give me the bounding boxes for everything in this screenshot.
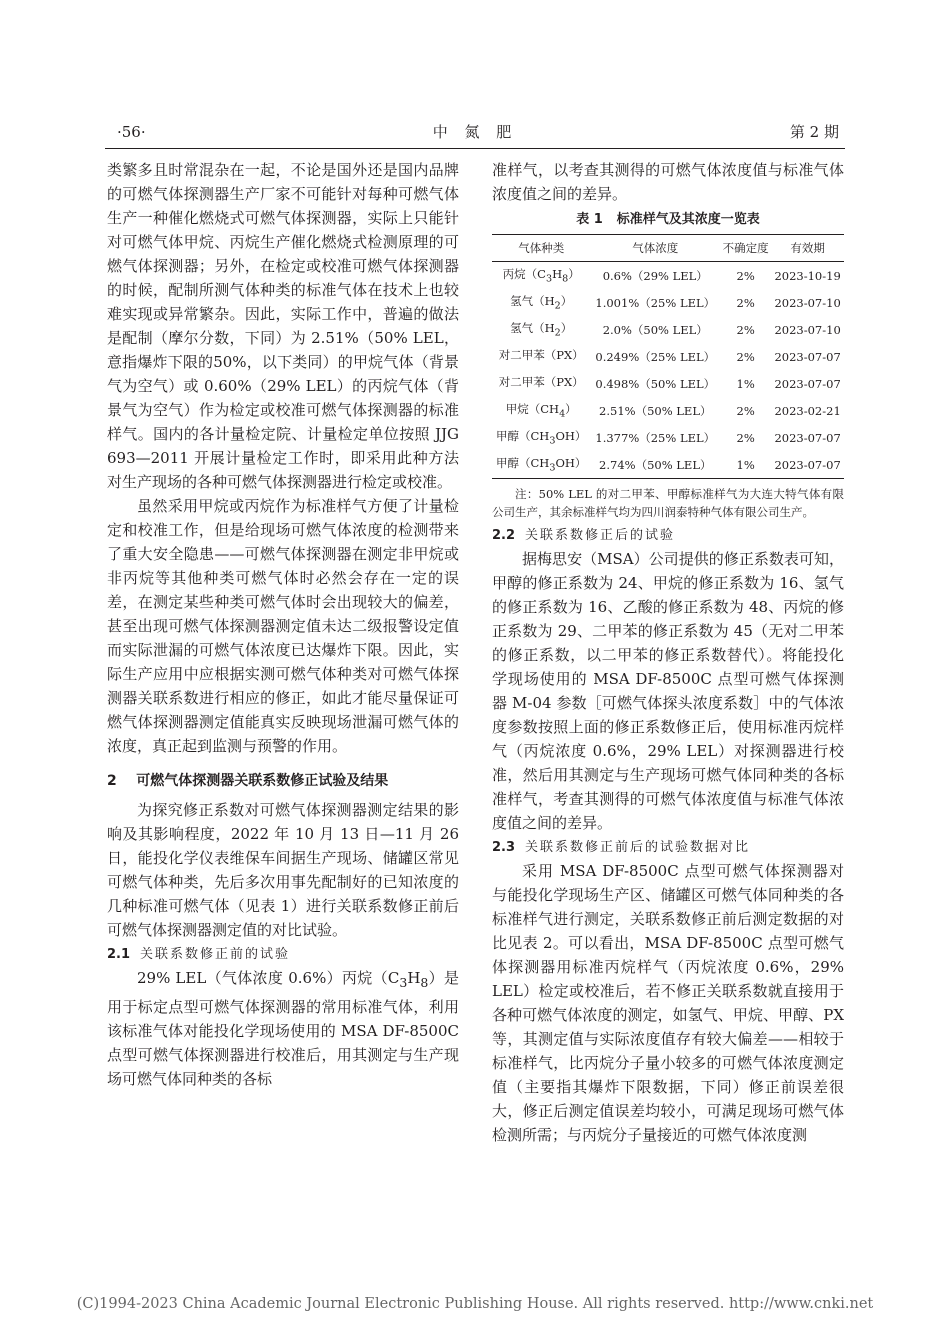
- table-row: [492, 262, 844, 290]
- uncertainty-cell: 1%: [720, 451, 771, 479]
- section-title: 可燃气体探测器关联系数修正试验及结果: [136, 773, 389, 789]
- paragraph: 据梅思安（MSA）公司提供的修正系数表可知，甲醇的修正系数为 24、甲烷的修正系数为 16、氢气的修正系数为 16、乙酸的修正系数为 48、丙烷的修正系数为 29、二甲苯的修正系数为 45（无对二甲苯的修正系数，以二甲苯的修正系数替代）。将能投化学现场使用的 MSA DF-8500C 点型可燃气体探测器 M-04 参数［可燃气体探头浓度系数］中的气体浓度参数按照上面的修正系数修正后，使用标准丙烷样气（丙烷浓度 0.6%，29% LEL）对探测器进行校准，然后用其测定与生产现场可燃气体同种类的各标准样气，考查其测得的可燃气体浓度值与标准气体浓度值之间的差异。: [492, 550, 844, 832]
- table-caption: [492, 210, 844, 230]
- uncertainty-cell: 2%: [736, 430, 755, 445]
- table-title: 标准样气及其浓度一览表: [616, 212, 760, 227]
- table-row: [492, 397, 844, 424]
- table-row: [492, 343, 844, 370]
- gas-type-cell: 甲醇$(CH_3OH)$: [492, 451, 590, 479]
- subsection-title: 关联系数修正前的试验: [140, 947, 291, 962]
- expiry-cell: 2023-07-07: [774, 430, 841, 445]
- paragraph: 类繁多且时常混杂在一起，不论是国外还是国内品牌的可燃气体探测器生产厂家不可能针对每种可燃气体生产一种催化燃烧式可燃气体探测器，实际上只能针对可燃气体甲烷、丙烷生产催化燃烧式检测原理的可燃气体探测器；另外，在检定或校准可燃气体探测器的时候，配制所测气体种类的标准气体在技术上也较难实现或异常繁杂。因此，实际工作中，普遍的做法是配制（摩尔分数，下同）为 2.51%（50% LEL，意指爆炸下限的50%，以下类同）的甲烷气体（背景气为空气）或 0.60%（29% LEL）的丙烷气体（背景气为空气）作为检定或校准可燃气体探测器的标准样气。国内的各计量检定院、计量检定单位按照 JJG 693—2011 开展计量检定工作时，即采用此种方法对生产现场的各种可燃气体探测器进行检定或校准。: [107, 161, 459, 491]
- gas-type-cell: 对二甲苯（PX）: [498, 348, 584, 363]
- running-header: [105, 120, 845, 144]
- gas-type-cell: 甲烷$(CH_4)$: [505, 402, 577, 420]
- subsection-title: 关联系数修正前后的试验数据对比: [525, 840, 751, 855]
- copyright-footer: (C)1994-2023 China Academic Journal Electronic Publishing House. All rights reserved. http://www.cnki.net: [76, 1296, 874, 1312]
- subsection-heading-2-2: [492, 525, 844, 547]
- standard-gas-table: [492, 234, 844, 479]
- column-header: 气体浓度: [590, 235, 720, 262]
- subsection-number: 2.3: [492, 840, 516, 855]
- journal-name: 中 氮 肥: [432, 123, 518, 141]
- gas-type-cell: 甲醇$(CH_3OH)$: [496, 429, 587, 447]
- expiry-cell: 2023-07-07: [774, 376, 841, 391]
- column-header: 有效期: [771, 235, 844, 262]
- subsection-number: 2.2: [492, 528, 516, 543]
- expiry-cell: 2023-07-10: [774, 295, 841, 310]
- subsection-number: 2.1: [107, 947, 131, 962]
- paragraph: 采用 MSA DF-8500C 点型可燃气体探测器对与能投化学现场生产区、储罐区可燃气体同种类的各标准样气进行测定，关联系数修正前后测定数据的对比见表 2。可以看出，MSA DF-8500C 点型可燃气体探测器用标准丙烷样气（丙烷浓度 0.6%，29% LEL）检定或校准后，若不修正关联系数就直接用于各种可燃气体浓度的测定，如氢气、甲烷、甲醇、PX 等，其测定值与实际浓度值存有较大偏差——相较于标准样气，比丙烷分子量小较多的可燃气体浓度测定值（主要指其爆炸下限数据，下同）修正前误差很大，修正后测定值误差均较小，可满足现场可燃气体检测所需；与丙烷分子量接近的可燃气体浓度测: [492, 862, 844, 1144]
- concentration-cell: 0.249%（25% LEL）: [595, 349, 716, 364]
- paragraph: 为探究修正系数对可燃气体探测器测定结果的影响及其影响程度，2022 年 10 月 13 日—11 月 26 日，能投化学仪表维保车间据生产现场、储罐区常见可燃气体种类，先后多次用事先配制好的已知浓度的几种标准可燃气体（见表 1）进行关联系数修正前后可燃气体探测器测定值的对比试验。: [107, 801, 459, 939]
- concentration-cell: 1.377%（25% LEL）: [595, 430, 716, 445]
- expiry-cell: 2023-07-07: [774, 349, 841, 364]
- table-row: [492, 289, 844, 316]
- concentration-cell: 0.6%（29% LEL）: [602, 268, 708, 283]
- right-column: [492, 158, 844, 1147]
- concentration-cell: 2.51%（50% LEL）: [599, 403, 712, 418]
- uncertainty-cell: 2%: [736, 403, 755, 418]
- paragraph: 29% LEL（气体浓度 0.6%）丙烷$(C_3H_8)$是用于标定点型可燃气体探测器的常用标准气体，利用该标准气体对能投化学现场使用的 MSA DF-8500C 点型可燃气体探测器进行校准后，用其测定与生产现场可燃气体同种类的各标: [107, 969, 459, 1088]
- expiry-cell: 2023-07-07: [771, 451, 844, 479]
- concentration-cell: 1.001%（25% LEL）: [595, 295, 716, 310]
- section-heading-2: [107, 770, 459, 792]
- table-row: [492, 370, 844, 397]
- uncertainty-cell: 2%: [736, 295, 755, 310]
- column-header: 不确定度: [720, 235, 771, 262]
- page-number: ·56·: [117, 123, 146, 141]
- left-column: [107, 158, 459, 1091]
- paragraph: 准样气，以考查其测得的可燃气体浓度值与标准气体浓度值之间的差异。: [492, 161, 844, 203]
- gas-type-cell: 对二甲苯（PX）: [498, 375, 584, 390]
- gas-type-cell: 丙烷$(C_3H_8)$: [502, 267, 580, 285]
- gas-type-cell: 氢气$(H_2)$: [510, 294, 573, 312]
- table-note: 注：50% LEL 的对二甲苯、甲醇标准样气为大连大特气体有限公司生产，其余标准样气均为四川润泰特种气体有限公司生产。: [492, 487, 844, 519]
- header-rule: [105, 148, 845, 149]
- paragraph: 虽然采用甲烷或丙烷作为标准样气方便了计量检定和校准工作，但是给现场可燃气体浓度的检测带来了重大安全隐患——可燃气体探测器在测定非甲烷或非丙烷等其他种类可燃气体时必然会存在一定的误差，在测定某些种类可燃气体时会出现较大的偏差，甚至出现可燃气体探测器测定值未达二级报警设定值而实际泄漏的可燃气体浓度已达爆炸下限。因此，实际生产应用中应根据实测可燃气体种类对可燃气体探测器关联系数进行相应的修正，如此才能尽量保证可燃气体探测器测定值能真实反映现场泄漏可燃气体的浓度，真正起到监测与预警的作用。: [107, 497, 459, 755]
- uncertainty-cell: 2%: [736, 349, 755, 364]
- issue-number: 第 2 期: [789, 123, 839, 141]
- subsection-heading-2-1: [107, 944, 459, 966]
- table-row: [492, 424, 844, 451]
- gas-type-cell: 氢气$(H_2)$: [510, 321, 573, 339]
- uncertainty-cell: 2%: [736, 268, 755, 283]
- concentration-cell: 2.0%（50% LEL）: [602, 322, 708, 337]
- table-row: [492, 316, 844, 343]
- concentration-cell: 2.74%（50% LEL）: [590, 451, 720, 479]
- expiry-cell: 2023-10-19: [774, 268, 841, 283]
- table-number: 表 1: [576, 212, 603, 227]
- subsection-heading-2-3: [492, 837, 844, 859]
- table-header-row: [492, 235, 844, 262]
- uncertainty-cell: 1%: [736, 376, 755, 391]
- uncertainty-cell: 2%: [736, 322, 755, 337]
- expiry-cell: 2023-02-21: [774, 403, 841, 418]
- subsection-title: 关联系数修正后的试验: [525, 528, 676, 543]
- column-header: 气体种类: [492, 235, 590, 262]
- section-number: 2: [107, 773, 117, 789]
- concentration-cell: 0.498%（50% LEL）: [595, 376, 716, 391]
- table-row: [492, 451, 844, 479]
- expiry-cell: 2023-07-10: [774, 322, 841, 337]
